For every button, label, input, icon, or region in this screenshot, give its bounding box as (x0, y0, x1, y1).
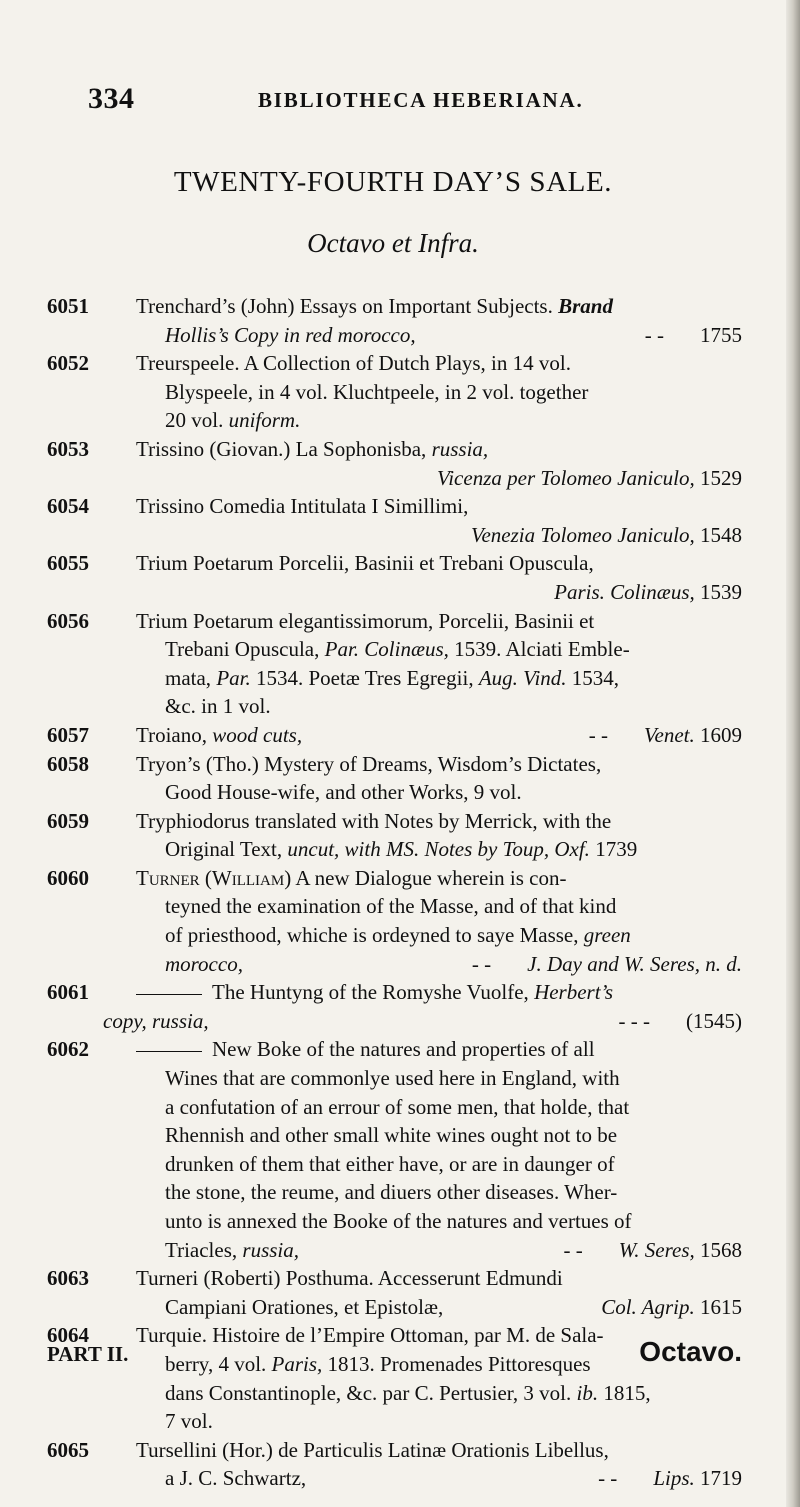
catalogue-entry (0, 1264, 786, 1321)
entry-line: New Boke of the natures and properties of all (0, 1035, 786, 1064)
lot-number: 6054 (47, 494, 89, 519)
lot-number: 6056 (47, 608, 89, 633)
entry-line: berry, 4 vol. Paris, 1813. Promenades Pittoresques (165, 1351, 591, 1376)
catalogue-entries (0, 292, 786, 1493)
entry-line: morocco, - - J. Day and W. Seres, n. d. (165, 951, 742, 976)
lot-number: 6065 (47, 1437, 89, 1462)
lot-number: 6057 (47, 722, 89, 747)
part-label: PART II. (47, 1342, 129, 1366)
ditto-rule (136, 1051, 202, 1052)
entry-line: drunken of them that either have, or are in daunger of (165, 1151, 615, 1176)
ditto-rule (136, 994, 202, 995)
catalogue-entry (0, 292, 786, 349)
entry-line: 20 vol. uniform. (165, 408, 301, 433)
entry-line: Tryon’s (Tho.) Mystery of Dreams, Wisdom’s Dictates, (136, 751, 602, 776)
entry-line: Turquie. Histoire de l’Empire Ottoman, par M. de Sala- (136, 1323, 604, 1348)
lot-number: 6060 (47, 865, 89, 890)
lot-number: 6053 (47, 436, 89, 461)
entry-line: a J. C. Schwartz, - - Lips. 1719 (165, 1466, 742, 1491)
entry-line: Turner (William) A new Dialogue wherein is con- (136, 865, 567, 890)
entry-line: Hollis’s Copy in red morocco, - - 1755 (165, 322, 742, 347)
entry-line: copy, russia, - - - (1545) (103, 1008, 742, 1033)
entry-line: Tryphiodorus translated with Notes by Merrick, with the (136, 808, 612, 833)
entry-line: Trium Poetarum Porcelii, Basinii et Trebani Opuscula, (136, 551, 594, 576)
page-header (88, 82, 708, 116)
entry-line: Paris. Colinæus, 1539 (554, 579, 742, 604)
signature-mark: Octavo. (639, 1336, 742, 1367)
entry-line: 7 vol. (165, 1409, 213, 1434)
page-footer (47, 1336, 742, 1368)
entry-line: &c. in 1 vol. (165, 694, 271, 719)
entry-line: Trium Poetarum elegantissimorum, Porcelii, Basinii et (136, 608, 595, 633)
lot-number: 6061 (47, 980, 89, 1005)
sale-title: TWENTY-FOURTH DAY’S SALE. (173, 166, 613, 198)
entry-line: Blyspeele, in 4 vol. Kluchtpeele, in 2 vol. together (165, 379, 589, 404)
entry-line: Turneri (Roberti) Posthuma. Accesserunt Edmundi (136, 1266, 563, 1291)
entry-line: Trebani Opuscula, Par. Colinæus, 1539. Alciati Emble- (165, 637, 630, 662)
catalogue-entry (0, 349, 786, 435)
page-number: 334 (88, 82, 135, 115)
entry-line: Treurspeele. A Collection of Dutch Plays, in 14 vol. (136, 351, 571, 376)
catalogue-entry (0, 435, 786, 492)
entry-line: the stone, the reume, and diuers other diseases. Wher- (165, 1180, 618, 1205)
entry-line: Vicenza per Tolomeo Janiculo, 1529 (436, 465, 742, 490)
lot-number: 6064 (47, 1323, 89, 1348)
entry-line: Wines that are commonlye used here in England, with (165, 1066, 620, 1091)
entry-line: of priesthood, whiche is ordeyned to saye Masse, green (165, 923, 631, 948)
catalogue-entry (0, 549, 786, 606)
entry-line: Trenchard’s (John) Essays on Important Subjects. Brand (136, 294, 613, 318)
entry-line: Trissino (Giovan.) La Sophonisba, russia, (136, 436, 489, 461)
lot-number: 6051 (47, 294, 89, 318)
catalogue-entry (0, 807, 786, 864)
lot-number: 6062 (47, 1037, 89, 1062)
entry-line: The Huntyng of the Romyshe Vuolfe, Herbert’s (0, 978, 786, 1007)
running-head: BIBLIOTHECA HEBERIANA. (258, 88, 584, 112)
entry-line: Original Text, uncut, with MS. Notes by Toup, Oxf. 1739 (165, 837, 638, 862)
lot-number: 6058 (47, 751, 89, 776)
entry-line: Good House-wife, and other Works, 9 vol. (165, 780, 522, 805)
entry-line: Campiani Orationes, et Epistolæ, Col. Agrip. 1615 (165, 1294, 742, 1319)
catalogue-entry (0, 750, 786, 807)
entry-line: a confutation of an errour of some men, that holde, that (165, 1094, 630, 1119)
entry-line: Tursellini (Hor.) de Particulis Latinæ Orationis Libellus, (136, 1437, 609, 1462)
catalogue-entry (0, 607, 786, 721)
section-subtitle: Octavo et Infra. (307, 228, 479, 258)
page-edge (786, 0, 800, 1507)
lot-number: 6059 (47, 808, 89, 833)
entry-line: Venezia Tolomeo Janiculo, 1548 (470, 522, 742, 547)
lot-number: 6052 (47, 351, 89, 376)
entry-line: Triacles, russia, - - W. Seres, 1568 (165, 1237, 742, 1262)
entry-line: teyned the examination of the Masse, and of that kind (165, 894, 617, 919)
entry-line: Trissino Comedia Intitulata I Simillimi, (136, 494, 469, 519)
catalogue-entry (0, 492, 786, 549)
entry-line: unto is annexed the Booke of the natures and vertues of (165, 1209, 632, 1233)
entry-line: mata, Par. 1534. Poetæ Tres Egregii, Aug. Vind. 1534, (165, 665, 620, 690)
lot-number: 6063 (47, 1266, 89, 1291)
entry-line: Rhennish and other small white wines ought not to be (165, 1123, 618, 1148)
catalogue-entry (0, 864, 786, 978)
entry-line: dans Constantinople, &c. par C. Pertusier, 3 vol. ib. 1815, (165, 1380, 651, 1405)
lot-number: 6055 (47, 551, 89, 576)
catalogue-entry (0, 721, 786, 750)
catalogue-entry (0, 1035, 786, 1264)
entry-line: Troiano, wood cuts, - - Venet. 1609 (136, 722, 742, 747)
catalogue-entry (0, 978, 786, 1035)
catalogue-entry (0, 1436, 786, 1493)
